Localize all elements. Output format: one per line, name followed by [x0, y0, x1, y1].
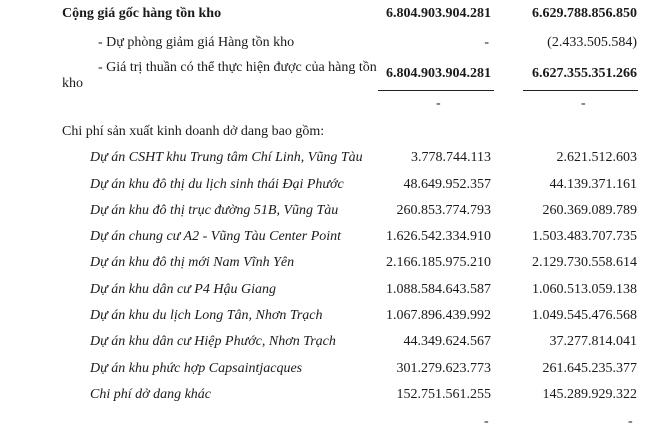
wip-row-col1: 44.349.624.567 [403, 334, 491, 349]
wip-row-col2: 37.277.814.041 [549, 334, 637, 349]
wip-row-col2: 260.369.089.789 [542, 203, 637, 218]
wip-row-col1: 301.279.623.773 [396, 361, 491, 376]
bottom-dash-col2: - [628, 414, 633, 429]
net-value-col1: 6.804.903.904.281 [386, 66, 491, 81]
wip-row-col2: 261.645.235.377 [542, 361, 637, 376]
wip-row-col2: 44.139.371.161 [549, 177, 637, 192]
wip-row-col2: 1.060.513.059.138 [532, 282, 637, 297]
wip-row-col1: 152.751.561.255 [396, 387, 491, 402]
wip-row-label: Dự án khu phức hợp Capsaintjacques [90, 361, 303, 376]
wip-row-label: Dự án CSHT khu Trung tâm Chí Linh, Vũng Tàu [90, 150, 363, 165]
net-value-col2: 6.627.355.351.266 [532, 66, 637, 81]
rule-col2 [523, 90, 638, 91]
rule-col1 [378, 90, 494, 91]
total-cost-col1: 6.804.903.904.281 [386, 6, 491, 21]
wip-row-col1: 3.778.744.113 [411, 150, 491, 165]
wip-row-label: Dự án khu du lịch Long Tân, Nhơn Trạch [90, 308, 323, 323]
wip-row-col1: 2.166.185.975.210 [386, 255, 491, 270]
wip-row-col2: 1.503.483.707.735 [532, 229, 637, 244]
wip-heading: Chi phí sản xuất kinh doanh dở dang bao gồm: [62, 124, 325, 139]
total-cost-col2: 6.629.788.856.850 [532, 6, 637, 21]
net-value-label-line1: - Giá trị thuần có thể thực hiện được của hàng tồn [98, 60, 377, 75]
dash-col2: - [581, 96, 586, 111]
wip-row-label: Chi phí dở dang khác [90, 387, 212, 402]
provision-label: - Dự phòng giảm giá Hàng tồn kho [98, 35, 295, 50]
wip-row-col1: 1.088.584.643.587 [386, 282, 491, 297]
wip-row-label: Dự án khu đô thị du lịch sinh thái Đại Phước [90, 177, 344, 192]
wip-row-col1: 1.626.542.334.910 [386, 229, 491, 244]
wip-row-col1: 48.649.952.357 [403, 177, 491, 192]
provision-col2: (2.433.505.584) [547, 35, 637, 50]
wip-row-col2: 1.049.545.476.568 [532, 308, 637, 323]
total-cost-label: Cộng giá gốc hàng tồn kho [62, 6, 222, 21]
wip-row-col2: 2.129.730.558.614 [532, 255, 637, 270]
wip-row-label: Dự án khu dân cư Hiệp Phước, Nhơn Trạch [90, 334, 336, 349]
wip-row-col2: 145.289.929.322 [542, 387, 637, 402]
wip-row-label: Dự án khu dân cư P4 Hậu Giang [90, 282, 276, 297]
provision-col1: - [484, 35, 489, 50]
wip-row-col2: 2.621.512.603 [556, 150, 637, 165]
wip-row-col1: 1.067.896.439.992 [386, 308, 491, 323]
bottom-dash-col1: - [484, 414, 489, 429]
wip-row-label: Dự án khu đô thị mới Nam Vĩnh Yên [90, 255, 295, 270]
wip-row-label: Dự án khu đô thị trục đường 51B, Vũng Tàu [90, 203, 339, 218]
wip-row-col1: 260.853.774.793 [396, 203, 491, 218]
net-value-label-line2: kho [62, 76, 83, 91]
dash-col1: - [436, 96, 441, 111]
wip-row-label: Dự án chung cư A2 - Vũng Tàu Center Point [90, 229, 342, 244]
